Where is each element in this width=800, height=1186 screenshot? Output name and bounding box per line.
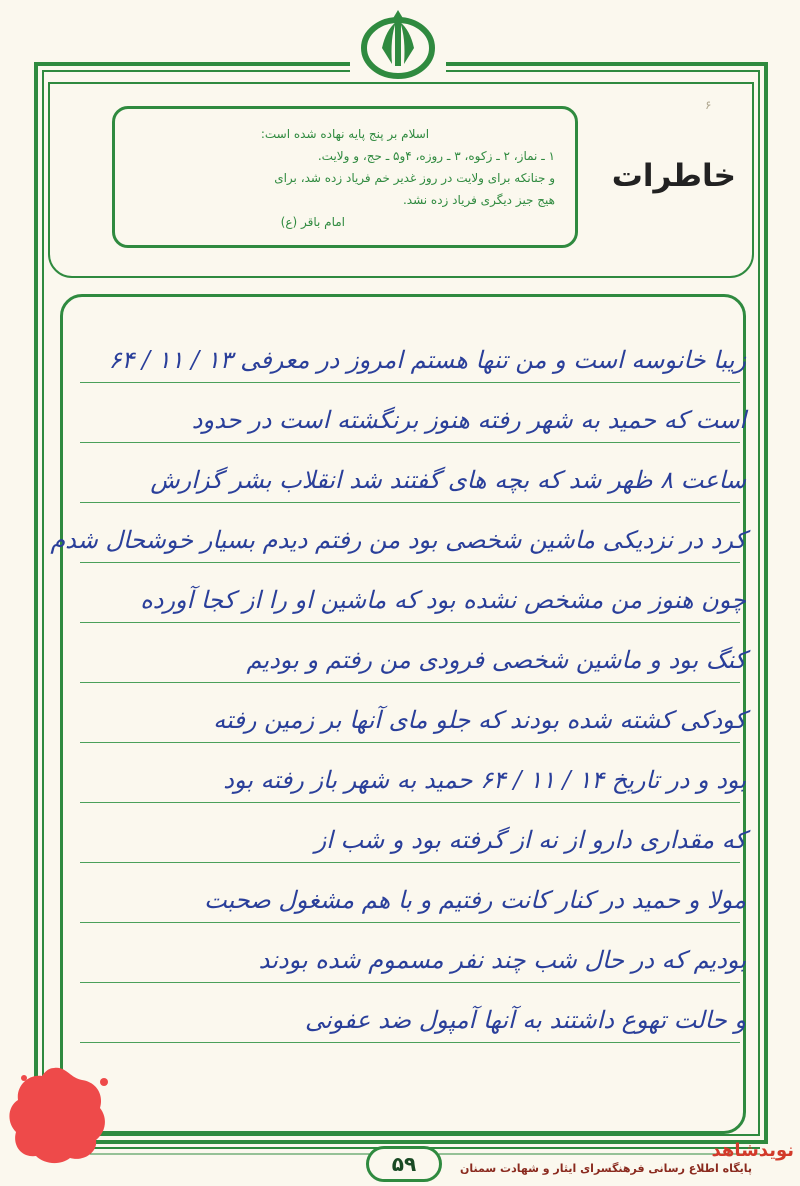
red-ink-blot <box>4 1060 114 1170</box>
ruled-line <box>80 742 740 743</box>
iran-emblem-icon <box>356 8 440 80</box>
handwritten-line: و حالت تهوع داشتند به آنها آمپول ضد عفونی <box>304 1006 746 1034</box>
handwritten-line: بودیم که در حال شب چند نفر مسموم شده بودند <box>258 946 746 974</box>
page-number-badge <box>366 1146 442 1182</box>
handwritten-line: کرد در نزدیکی ماشین شخصی بود من رفتم دیدم بسیار خوشحال شدم <box>50 526 746 554</box>
ruled-line <box>80 502 740 503</box>
quote-line: ۱ ـ نماز، ۲ ـ زکوه، ۳ ـ روزه، ۴و۵ ـ حج، و ولایت. <box>317 149 555 163</box>
handwritten-line: ساعت ۸ ظهر شد که بچه های گفتند شد انقلاب بشر گزارش <box>150 466 746 494</box>
quote-line: و جنانکه برای ولایت در روز غدیر خم فریاد زده شد، برای <box>274 171 555 185</box>
quote-author: امام باقر (ع) <box>280 215 345 229</box>
page-number: ۵۹ <box>391 1152 417 1176</box>
ruled-line <box>80 442 740 443</box>
ruled-line <box>80 622 740 623</box>
watermark-brand: نویدشاهد <box>711 1140 794 1161</box>
ruled-line <box>80 802 740 803</box>
handwritten-line: زیبا خانوسه است و من تنها هستم امروز در معرفی ۱۳ / ۱۱ / ۶۴ <box>108 346 746 374</box>
quote-line: اسلام بر پنج پایه نهاده شده است: <box>260 127 430 141</box>
corner-mark: ۶ <box>705 98 712 112</box>
ruled-line <box>80 862 740 863</box>
watermark-text: پایگاه اطلاع رسانی فرهنگسرای ایثار و شهادت سمنان <box>459 1162 752 1175</box>
ruled-line <box>80 682 740 683</box>
emblem-container <box>350 6 446 82</box>
quote-box <box>112 106 578 248</box>
handwritten-line: کنگ بود و ماشین شخصی فرودی من رفتم و بودیم <box>246 646 746 674</box>
ruled-line <box>80 1042 740 1043</box>
handwritten-line: کودکی کشته شده بودند که جلو مای آنها بر زمین رفته <box>213 706 746 734</box>
handwritten-line: بود و در تاریخ ۱۴ / ۱۱ / ۶۴ حمید به شهر باز رفته بود <box>223 766 746 794</box>
ruled-line <box>80 922 740 923</box>
ruled-line <box>80 562 740 563</box>
handwritten-line: مولا و حمید در کنار کانت رفتیم و با هم مشغول صحبت <box>204 886 746 914</box>
page-title: خاطرات <box>611 158 736 194</box>
handwritten-line: که مقداری دارو از نه از گرفته بود و شب از <box>314 826 746 854</box>
ruled-line <box>80 982 740 983</box>
ruled-line <box>80 382 740 383</box>
handwritten-line: چون هنوز من مشخص نشده بود که ماشین او را از کجا آورده <box>140 586 746 614</box>
quote-line: هیج جیز دیگری فریاد زده نشد. <box>402 193 555 207</box>
handwritten-line: است که حمید به شهر رفته هنوز برنگشته است در حدود <box>191 406 746 434</box>
